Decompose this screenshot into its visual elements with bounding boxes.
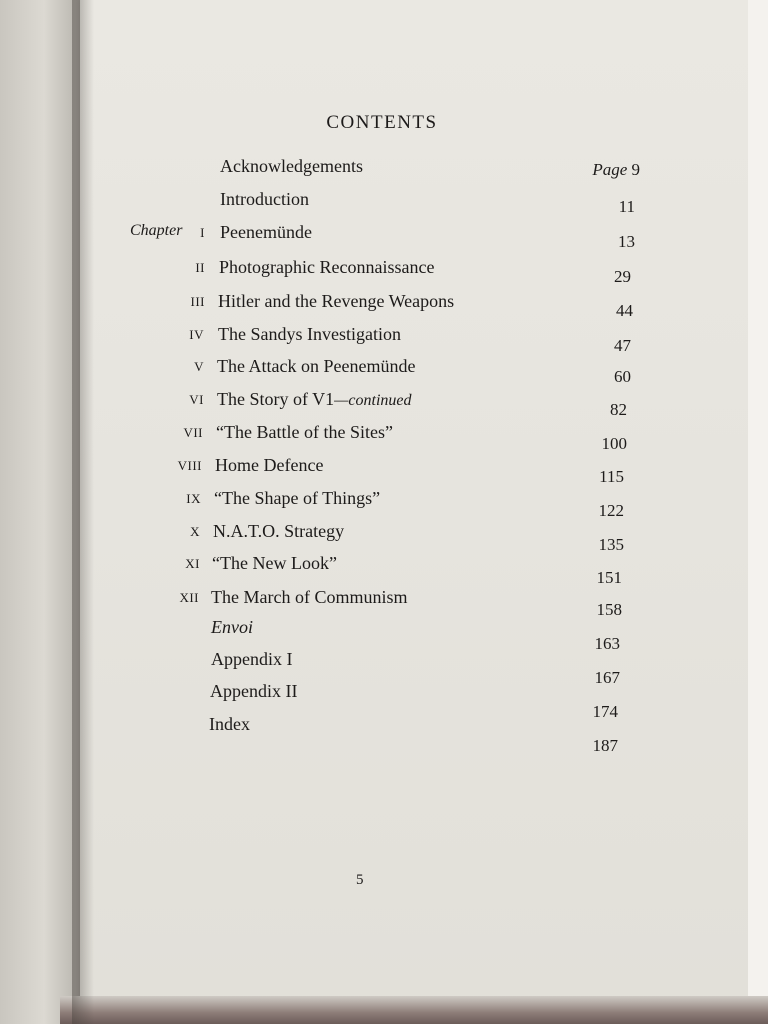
entry-page-number: [547, 434, 627, 454]
entry-page-number: [544, 535, 624, 555]
chapter-number: VII: [183, 425, 203, 440]
entry-title-text: Envoi: [211, 617, 253, 637]
page-number-value: 44: [616, 301, 633, 320]
entry-title-text: The March of Communism: [211, 587, 408, 607]
toc-entry: [80, 587, 748, 611]
entry-title-text: “The Shape of Things”: [214, 488, 381, 508]
page-number-value: 9: [631, 160, 640, 179]
entry-title-text: “The Battle of the Sites”: [216, 422, 393, 442]
book-bottom-edge: [60, 996, 768, 1024]
page-number-value: 187: [592, 736, 618, 755]
entry-title-text: Hitler and the Revenge Weapons: [218, 291, 455, 311]
entry-page-number: [551, 336, 631, 356]
entry-title-text: N.A.T.O. Strategy: [213, 521, 345, 541]
entry-title: [218, 324, 401, 345]
entry-title: [215, 455, 323, 476]
toc-entry: [80, 422, 748, 446]
entry-title-text: Home Defence: [215, 455, 324, 475]
page-number-value: 29: [614, 267, 631, 286]
entry-page-number: [553, 301, 633, 321]
entry-title: [211, 617, 253, 638]
page-number-value: 60: [614, 367, 631, 386]
entry-title: [220, 189, 309, 210]
entry-title: [211, 587, 407, 608]
toc-entry: [80, 291, 748, 315]
entry-title-text: Appendix II: [210, 681, 298, 701]
toc-entry: [80, 553, 748, 577]
entry-page-number: [547, 400, 627, 420]
page-number-value: 13: [618, 232, 635, 251]
toc-entry: [80, 257, 748, 281]
page-number-value: 100: [601, 434, 627, 453]
page-number-value: 167: [594, 668, 620, 687]
entry-page-number: [551, 267, 631, 287]
entry-page-number: [538, 736, 618, 756]
entry-page-number: [542, 568, 622, 588]
entry-page-number: [551, 367, 631, 387]
toc-entry: [80, 455, 748, 479]
toc-entry: [80, 714, 748, 738]
entry-title: [211, 649, 292, 670]
entry-page-number: [555, 197, 635, 217]
page-right-margin: [748, 0, 768, 1000]
entry-title-suffix: —continued: [334, 392, 412, 409]
entry-page-number: [544, 467, 624, 487]
page-number-value: 47: [614, 336, 631, 355]
entry-page-number: [560, 160, 640, 180]
chapter-number: IV: [189, 327, 204, 342]
chapter-number: VIII: [177, 458, 202, 473]
entry-title: [210, 681, 297, 702]
entry-title: [219, 257, 434, 278]
page-column-label: Page: [592, 160, 628, 179]
toc-entry: [80, 324, 748, 348]
entry-title-text: The Story of V1: [217, 389, 335, 409]
entry-title: [212, 553, 337, 574]
page-number-value: 115: [599, 467, 624, 486]
entry-title-text: Introduction: [220, 189, 309, 209]
entry-title: [209, 714, 250, 735]
chapter-label: Chapter: [130, 222, 183, 239]
page-number-value: 135: [598, 535, 624, 554]
entry-title-text: The Attack on Peenemünde: [217, 356, 416, 376]
contents-heading: CONTENTS: [326, 112, 438, 133]
toc-entry: [80, 649, 748, 673]
page-number-value: 163: [594, 634, 620, 653]
entry-title: [213, 521, 344, 542]
chapter-number: V: [194, 359, 204, 374]
entry-title: [214, 488, 380, 509]
chapter-number: IX: [186, 491, 201, 506]
page-number-value: 122: [598, 501, 624, 520]
chapter-number: II: [195, 260, 205, 275]
toc-entry: [80, 156, 748, 180]
chapter-number: I: [200, 225, 205, 240]
entry-title: [216, 422, 393, 443]
entry-title-text: Acknowledgements: [220, 156, 363, 176]
entry-title-text: Appendix I: [211, 649, 293, 669]
left-page-edge: [0, 0, 80, 1024]
toc-entry: [80, 389, 748, 413]
toc-entry: [80, 521, 748, 545]
page-number-value: 82: [610, 400, 627, 419]
chapter-number: VI: [189, 392, 204, 407]
chapter-number: III: [190, 294, 205, 309]
contents-page: [80, 0, 748, 1000]
entry-title: [217, 356, 415, 377]
entry-title-text: Index: [209, 714, 250, 734]
page-number-value: 158: [596, 600, 622, 619]
entry-title: [220, 222, 312, 243]
entry-title-text: The Sandys Investigation: [218, 324, 401, 344]
toc-entry: [80, 681, 748, 705]
chapter-number: XII: [179, 590, 199, 605]
toc-entry: [80, 189, 748, 213]
toc-entry: [80, 356, 748, 380]
page-number-value: 151: [596, 568, 622, 587]
entry-title: [220, 156, 363, 177]
entry-page-number: [544, 501, 624, 521]
gutter-shadow: [72, 0, 94, 1024]
entry-title-text: Peenemünde: [220, 222, 312, 242]
page-number-value: 174: [592, 702, 618, 721]
chapter-number: X: [190, 524, 200, 539]
page-folio: 5: [356, 872, 364, 888]
toc-entry: [80, 488, 748, 512]
entry-title: [217, 389, 412, 410]
entry-title: [218, 291, 454, 312]
toc-entry: [80, 617, 748, 641]
entry-page-number: [555, 232, 635, 252]
page-number-value: 11: [618, 197, 635, 216]
toc-entry: [80, 222, 748, 246]
entry-title-text: “The New Look”: [212, 553, 337, 573]
chapter-number: XI: [185, 556, 200, 571]
entry-title-text: Photographic Reconnaissance: [219, 257, 435, 277]
